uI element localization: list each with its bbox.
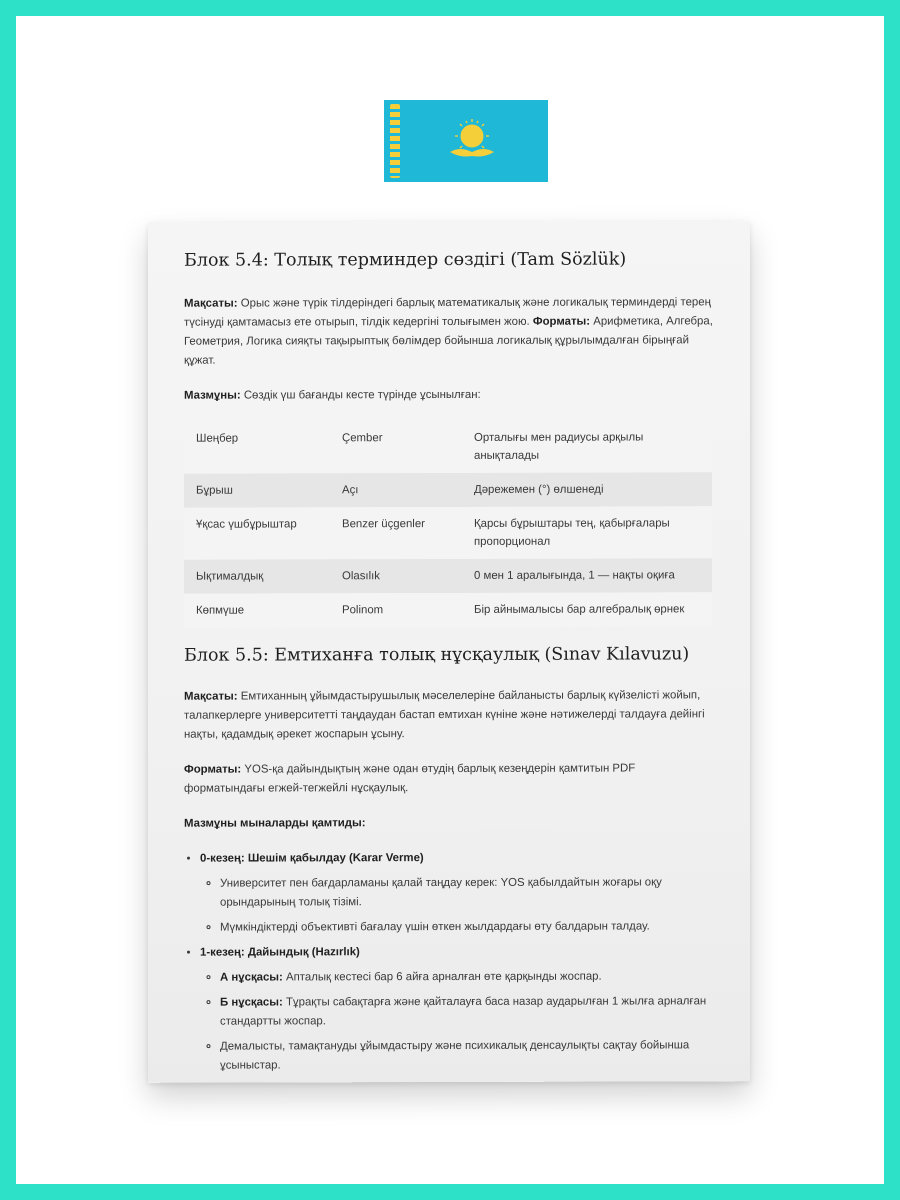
format-text: Арифметика, Алгебра, Геометрия, Логика сияқты тақырыптық бөлімдер бойынша логикалық құрылымдалған бірыңғай құжат. xyxy=(184,315,713,367)
table-cell-definition: 0 мен 1 аралығында, 1 — нақты оқиға xyxy=(474,569,675,582)
block-5-5-format xyxy=(184,759,716,798)
stage-0-title: 0-кезең: Шешім қабылдау (Karar Verme) xyxy=(200,852,424,865)
table-cell-turkish: Açı xyxy=(342,484,359,497)
table-row xyxy=(184,592,712,627)
block-5-4-title: Блок 5.4: Толық терминдер сөздігі (Tam Sözlük) xyxy=(184,249,627,271)
table-cell-kazakh: Ықтималдық xyxy=(196,570,264,583)
table-cell-turkish: Olasılık xyxy=(342,570,380,583)
block-5-5-content-heading xyxy=(184,813,716,833)
table-cell-definition: Қарсы бұрыштары тең, қабырғалары пропорционал xyxy=(474,517,670,548)
content-text: Сөздік үш бағанды кесте түрінде ұсынылған: xyxy=(243,388,481,402)
list-item: ◦ Мүмкіндіктерді объективті бағалау үшін өткен жылдардағы өту балдарын талдау. xyxy=(220,917,716,937)
format-text: YOS-қа дайындықтың және одан өтудің барлық кезеңдерін қамтитын PDF форматындағы егжей-тегжейлі нұсқаулық. xyxy=(184,762,636,795)
table-row xyxy=(184,472,712,507)
option-a-text: Апталық кестесі бар 6 айға арналған өте қарқынды жоспар. xyxy=(286,970,602,984)
list-item xyxy=(200,942,716,1075)
purpose-text: Емтиханның ұйымдастырушылық мәселелеріне байланысты барлық күйзелісті жойып, талапкерлерге университетті таңдаудан бастап емтихан күніне және нәтижелерді талдауға дейінгі нақты, қадамдық әрекет жоспарын ұсыну. xyxy=(184,689,705,741)
option-b-label: Б нұсқасы: xyxy=(220,996,283,1009)
kazakhstan-flag-icon xyxy=(384,100,548,182)
option-b-text: Тұрақты сабақтарға және қайталауға баса назар аударылған 1 жылға арналған стандартты жоспар. xyxy=(220,995,707,1028)
list-item xyxy=(220,967,716,987)
table-row xyxy=(184,506,712,559)
purpose-label: Мақсаты: xyxy=(184,297,238,310)
table-cell-turkish: Polinom xyxy=(342,604,384,617)
content-heading: Мазмұны мыналарды қамтиды: xyxy=(184,817,366,830)
list-item: ◦ Демалысты, тамақтануды ұйымдастыру және психикалық денсаулықты сақтау бойынша ұсыныстар. xyxy=(220,1036,716,1075)
table-cell-kazakh: Көпмүше xyxy=(196,604,245,617)
stage-1-sublist xyxy=(200,967,716,1075)
table-cell-definition: Дәрежемен (°) өлшенеді xyxy=(474,483,604,496)
list-item xyxy=(220,992,716,1031)
block-5-4-purpose xyxy=(184,293,716,370)
format-label: Форматы: xyxy=(532,315,591,328)
purpose-label: Мақсаты: xyxy=(184,690,238,703)
purpose-text: Орыс және түрік тілдеріндегі барлық математикалық және логикалық терминдерді терең түсінуді қамтамасыз ете отырып, тілдік кедергіні толығымен жою. xyxy=(184,296,711,329)
table-cell-definition: Бір айнымалысы бар алгебралық өрнек xyxy=(474,603,685,616)
list-item: ◦ Университет пен бағдарламаны қалай таңдау керек: YOS қабылдайтын жоғары оқу орындарының толық тізімі. xyxy=(220,873,716,912)
table-cell-kazakh: Шеңбер xyxy=(196,432,239,445)
stage-0-sublist xyxy=(200,873,716,937)
list-item xyxy=(200,848,716,937)
table-cell-turkish: Çember xyxy=(342,432,383,445)
block-5-4-content-intro xyxy=(184,385,716,405)
sun-eagle-emblem xyxy=(384,100,548,182)
table-cell-kazakh: Ұқсас үшбұрыштар xyxy=(196,518,297,531)
block-5-5-purpose xyxy=(184,686,716,744)
terms-table xyxy=(184,420,712,627)
table-cell-turkish: Benzer üçgenler xyxy=(342,518,425,531)
table-row xyxy=(184,420,712,473)
stages-list xyxy=(184,848,716,1075)
table-cell-kazakh: Бұрыш xyxy=(196,484,233,497)
document-page xyxy=(148,221,750,1083)
table-cell-definition: Орталығы мен радиусы арқылы анықталады xyxy=(474,431,644,462)
block-5-5-title: Блок 5.5: Емтиханға толық нұсқаулық (Sınav Kılavuzu) xyxy=(184,644,690,666)
table-row xyxy=(184,558,712,593)
format-label: Форматы: xyxy=(184,763,242,776)
content-label: Мазмұны: xyxy=(184,389,241,402)
stage-1-title: 1-кезең: Дайындық (Hazırlık) xyxy=(200,946,360,959)
option-a-label: А нұсқасы: xyxy=(220,971,283,984)
